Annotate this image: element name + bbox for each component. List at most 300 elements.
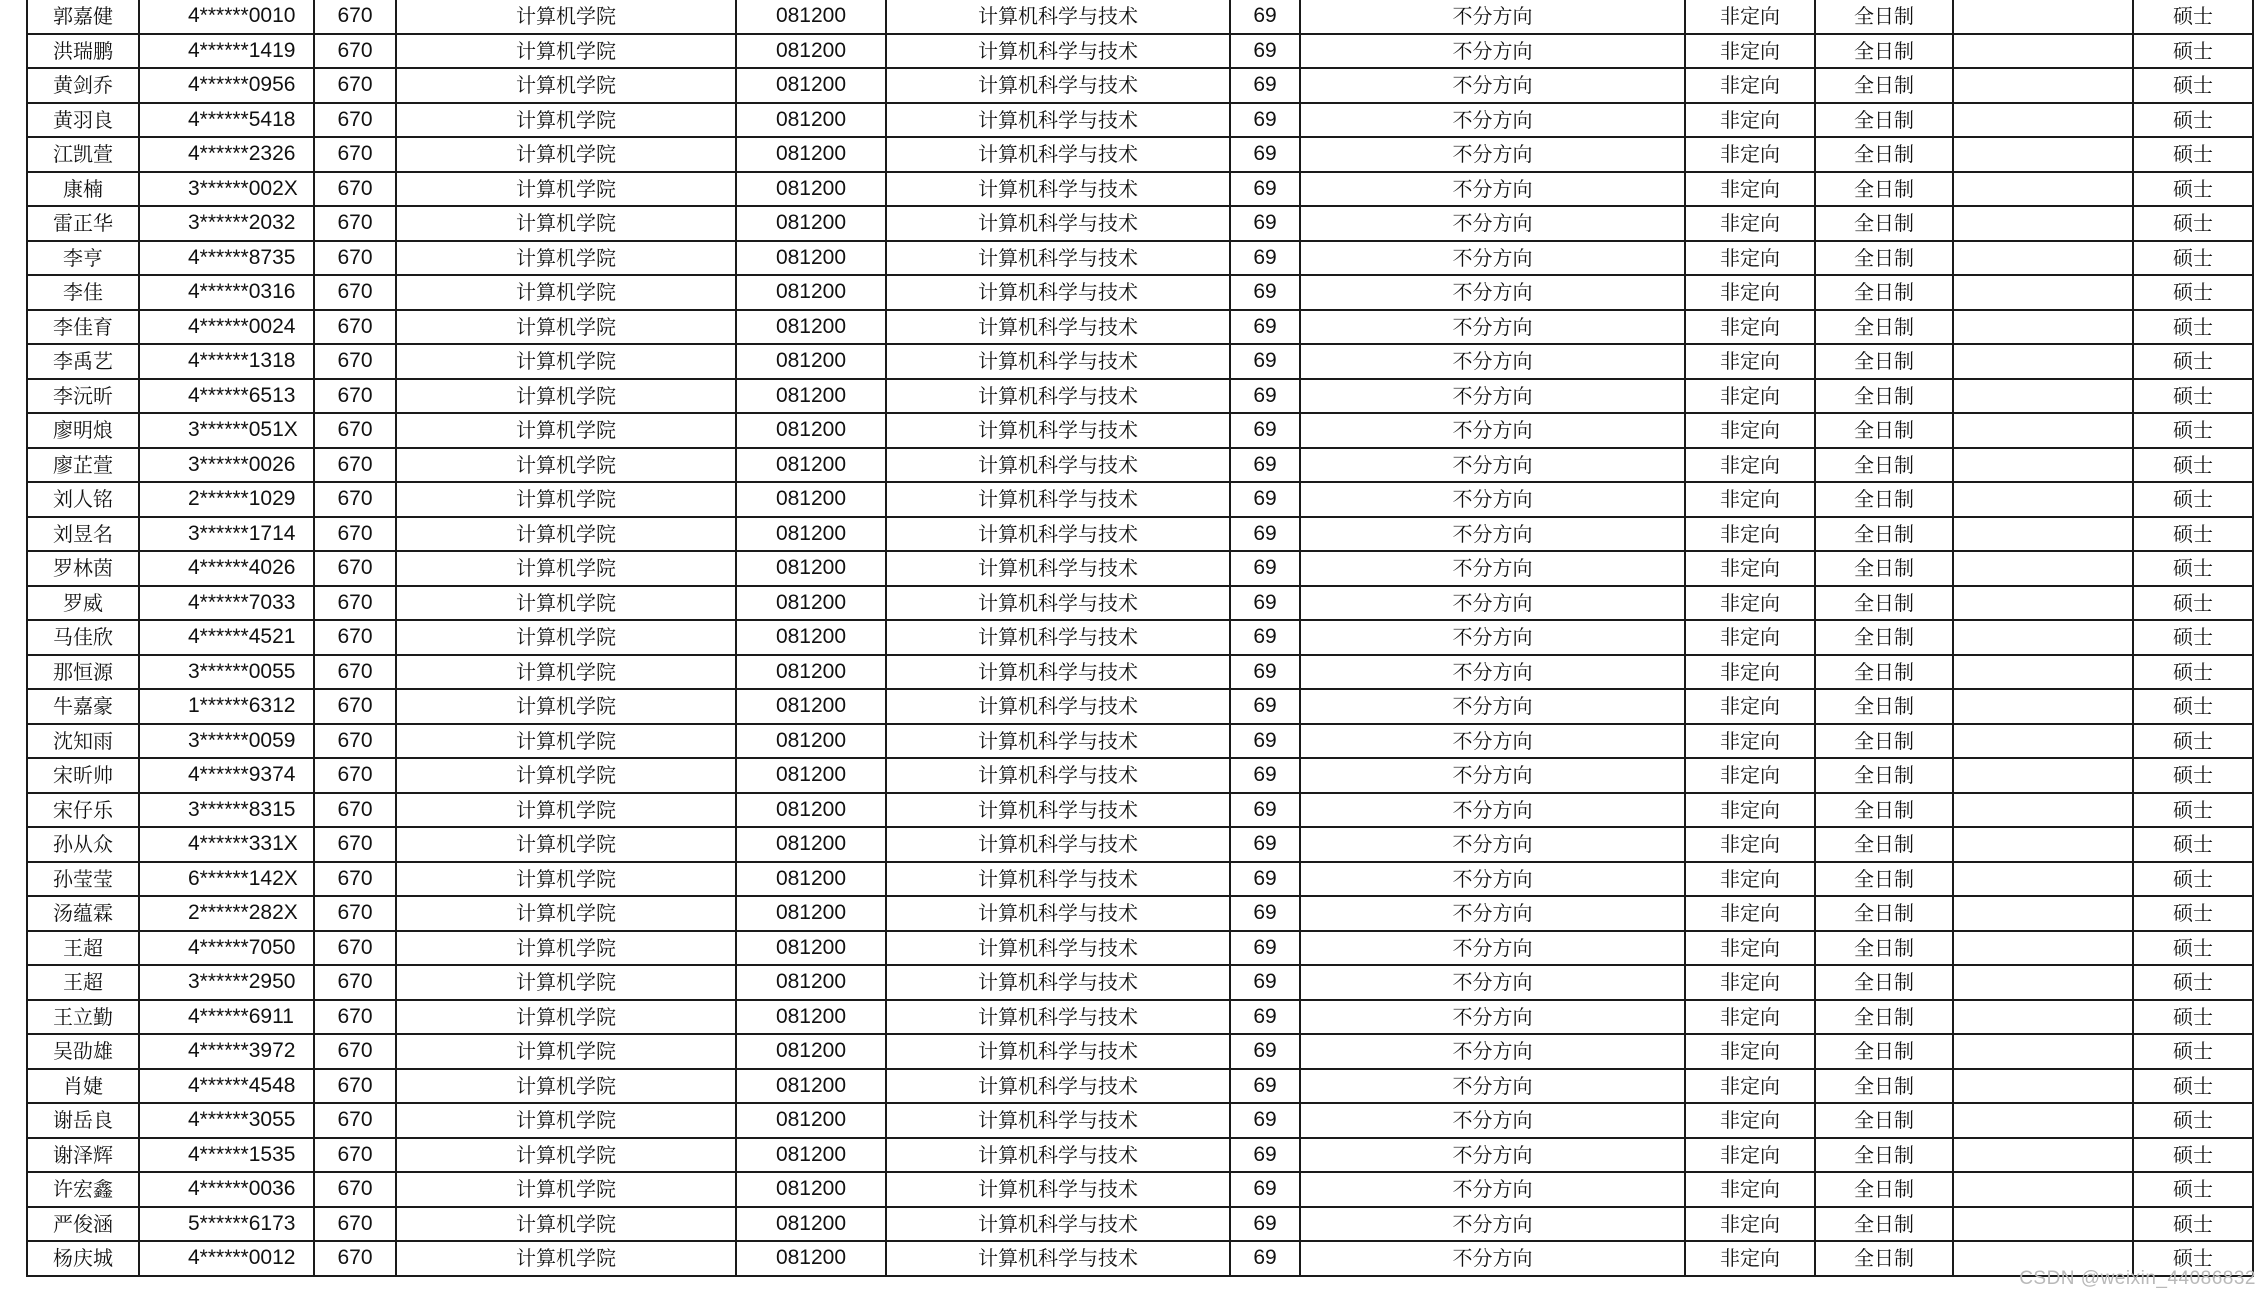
table-row [27,1000,2253,1035]
major-name-cell: 计算机科学与技术 [886,655,1230,690]
table-row [27,68,2253,103]
major-code-cell: 081200 [736,310,886,345]
remark-cell [1953,1138,2133,1173]
id-number-cell: 3******0059 [139,724,314,759]
score-cell: 69 [1230,310,1300,345]
directed-type-cell: 非定向 [1685,655,1815,690]
degree-type-cell: 硕士 [2133,275,2253,310]
table-row [27,379,2253,414]
study-mode-cell: 全日制 [1815,172,1953,207]
degree-type-cell: 硕士 [2133,689,2253,724]
study-mode-cell: 全日制 [1815,310,1953,345]
name-cell: 汤蕴霖 [27,896,139,931]
directed-type-cell: 非定向 [1685,1241,1815,1276]
score-cell: 69 [1230,586,1300,621]
major-code-cell: 081200 [736,793,886,828]
name-cell: 罗林茵 [27,551,139,586]
score-cell: 69 [1230,1000,1300,1035]
major-code-cell: 081200 [736,1034,886,1069]
unit-code-cell: 670 [314,586,396,621]
score-cell: 69 [1230,1172,1300,1207]
table-row [27,965,2253,1000]
direction-cell: 不分方向 [1300,1034,1685,1069]
major-code-cell: 081200 [736,241,886,276]
major-name-cell: 计算机科学与技术 [886,689,1230,724]
name-cell: 宋昕帅 [27,758,139,793]
degree-type-cell: 硕士 [2133,1000,2253,1035]
watermark: CSDN @weixin_44086832 [2019,1268,2256,1289]
study-mode-cell: 全日制 [1815,827,1953,862]
remark-cell [1953,1000,2133,1035]
major-name-cell: 计算机科学与技术 [886,344,1230,379]
major-code-cell: 081200 [736,586,886,621]
major-code-cell: 081200 [736,827,886,862]
direction-cell: 不分方向 [1300,758,1685,793]
id-number-cell: 4******3972 [139,1034,314,1069]
degree-type-cell: 硕士 [2133,931,2253,966]
directed-type-cell: 非定向 [1685,827,1815,862]
directed-type-cell: 非定向 [1685,620,1815,655]
directed-type-cell: 非定向 [1685,172,1815,207]
direction-cell: 不分方向 [1300,1138,1685,1173]
score-cell: 69 [1230,931,1300,966]
college-cell: 计算机学院 [396,379,736,414]
degree-type-cell: 硕士 [2133,1172,2253,1207]
direction-cell: 不分方向 [1300,68,1685,103]
name-cell: 廖芷萱 [27,448,139,483]
directed-type-cell: 非定向 [1685,34,1815,69]
major-name-cell: 计算机科学与技术 [886,379,1230,414]
major-name-cell: 计算机科学与技术 [886,1103,1230,1138]
unit-code-cell: 670 [314,896,396,931]
degree-type-cell: 硕士 [2133,1241,2253,1276]
degree-type-cell: 硕士 [2133,137,2253,172]
college-cell: 计算机学院 [396,344,736,379]
major-name-cell: 计算机科学与技术 [886,413,1230,448]
directed-type-cell: 非定向 [1685,137,1815,172]
unit-code-cell: 670 [314,793,396,828]
study-mode-cell: 全日制 [1815,68,1953,103]
direction-cell: 不分方向 [1300,620,1685,655]
remark-cell [1953,551,2133,586]
directed-type-cell: 非定向 [1685,379,1815,414]
directed-type-cell: 非定向 [1685,517,1815,552]
major-code-cell: 081200 [736,1241,886,1276]
id-number-cell: 3******8315 [139,793,314,828]
college-cell: 计算机学院 [396,448,736,483]
name-cell: 廖明烺 [27,413,139,448]
major-code-cell: 081200 [736,517,886,552]
college-cell: 计算机学院 [396,862,736,897]
name-cell: 肖婕 [27,1069,139,1104]
college-cell: 计算机学院 [396,1172,736,1207]
remark-cell [1953,310,2133,345]
id-number-cell: 3******1714 [139,517,314,552]
unit-code-cell: 670 [314,241,396,276]
college-cell: 计算机学院 [396,137,736,172]
major-name-cell: 计算机科学与技术 [886,862,1230,897]
major-code-cell: 081200 [736,620,886,655]
study-mode-cell: 全日制 [1815,1103,1953,1138]
major-name-cell: 计算机科学与技术 [886,551,1230,586]
score-cell: 69 [1230,68,1300,103]
directed-type-cell: 非定向 [1685,448,1815,483]
remark-cell [1953,620,2133,655]
study-mode-cell: 全日制 [1815,137,1953,172]
remark-cell [1953,241,2133,276]
unit-code-cell: 670 [314,1034,396,1069]
major-name-cell: 计算机科学与技术 [886,931,1230,966]
id-number-cell: 4******4026 [139,551,314,586]
remark-cell [1953,724,2133,759]
table-row [27,620,2253,655]
unit-code-cell: 670 [314,724,396,759]
major-code-cell: 081200 [736,103,886,138]
degree-type-cell: 硕士 [2133,310,2253,345]
directed-type-cell: 非定向 [1685,68,1815,103]
table-body [27,0,2253,1276]
id-number-cell: 4******4521 [139,620,314,655]
unit-code-cell: 670 [314,413,396,448]
id-number-cell: 4******7033 [139,586,314,621]
name-cell: 孙莹莹 [27,862,139,897]
remark-cell [1953,1103,2133,1138]
direction-cell: 不分方向 [1300,724,1685,759]
direction-cell: 不分方向 [1300,137,1685,172]
remark-cell [1953,931,2133,966]
table-row [27,1172,2253,1207]
id-number-cell: 4******6911 [139,1000,314,1035]
college-cell: 计算机学院 [396,1138,736,1173]
table-row [27,344,2253,379]
college-cell: 计算机学院 [396,103,736,138]
college-cell: 计算机学院 [396,1034,736,1069]
table-row [27,0,2253,34]
college-cell: 计算机学院 [396,517,736,552]
direction-cell: 不分方向 [1300,517,1685,552]
score-cell: 69 [1230,862,1300,897]
name-cell: 李禹艺 [27,344,139,379]
direction-cell: 不分方向 [1300,482,1685,517]
score-cell: 69 [1230,482,1300,517]
id-number-cell: 4******0316 [139,275,314,310]
direction-cell: 不分方向 [1300,448,1685,483]
degree-type-cell: 硕士 [2133,241,2253,276]
major-name-cell: 计算机科学与技术 [886,1034,1230,1069]
major-code-cell: 081200 [736,206,886,241]
major-name-cell: 计算机科学与技术 [886,482,1230,517]
direction-cell: 不分方向 [1300,655,1685,690]
study-mode-cell: 全日制 [1815,344,1953,379]
major-code-cell: 081200 [736,413,886,448]
major-name-cell: 计算机科学与技术 [886,1241,1230,1276]
major-name-cell: 计算机科学与技术 [886,310,1230,345]
study-mode-cell: 全日制 [1815,482,1953,517]
direction-cell: 不分方向 [1300,551,1685,586]
id-number-cell: 3******2950 [139,965,314,1000]
college-cell: 计算机学院 [396,896,736,931]
major-code-cell: 081200 [736,0,886,34]
major-code-cell: 081200 [736,1138,886,1173]
score-cell: 69 [1230,206,1300,241]
name-cell: 郭嘉健 [27,0,139,34]
remark-cell [1953,137,2133,172]
direction-cell: 不分方向 [1300,413,1685,448]
remark-cell [1953,379,2133,414]
id-number-cell: 4******0012 [139,1241,314,1276]
name-cell: 孙从众 [27,827,139,862]
college-cell: 计算机学院 [396,1069,736,1104]
id-number-cell: 4******2326 [139,137,314,172]
id-number-cell: 4******5418 [139,103,314,138]
name-cell: 黄羽良 [27,103,139,138]
study-mode-cell: 全日制 [1815,1241,1953,1276]
table-row [27,793,2253,828]
score-cell: 69 [1230,413,1300,448]
direction-cell: 不分方向 [1300,1103,1685,1138]
college-cell: 计算机学院 [396,206,736,241]
id-number-cell: 5******6173 [139,1207,314,1242]
unit-code-cell: 670 [314,344,396,379]
table-row [27,482,2253,517]
score-cell: 69 [1230,172,1300,207]
major-name-cell: 计算机科学与技术 [886,206,1230,241]
study-mode-cell: 全日制 [1815,1034,1953,1069]
college-cell: 计算机学院 [396,1103,736,1138]
unit-code-cell: 670 [314,379,396,414]
name-cell: 宋仔乐 [27,793,139,828]
remark-cell [1953,827,2133,862]
study-mode-cell: 全日制 [1815,655,1953,690]
score-cell: 69 [1230,896,1300,931]
major-code-cell: 081200 [736,275,886,310]
direction-cell: 不分方向 [1300,965,1685,1000]
name-cell: 吴劭雄 [27,1034,139,1069]
direction-cell: 不分方向 [1300,34,1685,69]
college-cell: 计算机学院 [396,275,736,310]
unit-code-cell: 670 [314,310,396,345]
score-cell: 69 [1230,0,1300,34]
major-name-cell: 计算机科学与技术 [886,965,1230,1000]
study-mode-cell: 全日制 [1815,862,1953,897]
study-mode-cell: 全日制 [1815,517,1953,552]
remark-cell [1953,172,2133,207]
id-number-cell: 4******9374 [139,758,314,793]
study-mode-cell: 全日制 [1815,1207,1953,1242]
study-mode-cell: 全日制 [1815,1000,1953,1035]
directed-type-cell: 非定向 [1685,344,1815,379]
score-cell: 69 [1230,241,1300,276]
major-code-cell: 081200 [736,1069,886,1104]
remark-cell [1953,482,2133,517]
degree-type-cell: 硕士 [2133,1103,2253,1138]
directed-type-cell: 非定向 [1685,241,1815,276]
degree-type-cell: 硕士 [2133,344,2253,379]
name-cell: 刘昱名 [27,517,139,552]
unit-code-cell: 670 [314,689,396,724]
major-code-cell: 081200 [736,689,886,724]
id-number-cell: 2******1029 [139,482,314,517]
name-cell: 马佳欣 [27,620,139,655]
directed-type-cell: 非定向 [1685,1000,1815,1035]
name-cell: 黄剑乔 [27,68,139,103]
name-cell: 杨庆城 [27,1241,139,1276]
score-cell: 69 [1230,448,1300,483]
major-code-cell: 081200 [736,896,886,931]
unit-code-cell: 670 [314,620,396,655]
degree-type-cell: 硕士 [2133,1207,2253,1242]
name-cell: 王超 [27,965,139,1000]
degree-type-cell: 硕士 [2133,862,2253,897]
id-number-cell: 4******0024 [139,310,314,345]
name-cell: 刘人铭 [27,482,139,517]
remark-cell [1953,1172,2133,1207]
major-name-cell: 计算机科学与技术 [886,724,1230,759]
table-row [27,689,2253,724]
college-cell: 计算机学院 [396,931,736,966]
id-number-cell: 3******0055 [139,655,314,690]
study-mode-cell: 全日制 [1815,1172,1953,1207]
college-cell: 计算机学院 [396,724,736,759]
unit-code-cell: 670 [314,1207,396,1242]
score-cell: 69 [1230,517,1300,552]
directed-type-cell: 非定向 [1685,1207,1815,1242]
table-row [27,896,2253,931]
direction-cell: 不分方向 [1300,103,1685,138]
unit-code-cell: 670 [314,931,396,966]
table-row [27,1069,2253,1104]
name-cell: 严俊涵 [27,1207,139,1242]
directed-type-cell: 非定向 [1685,1069,1815,1104]
college-cell: 计算机学院 [396,310,736,345]
degree-type-cell: 硕士 [2133,68,2253,103]
unit-code-cell: 670 [314,655,396,690]
direction-cell: 不分方向 [1300,793,1685,828]
directed-type-cell: 非定向 [1685,862,1815,897]
directed-type-cell: 非定向 [1685,310,1815,345]
degree-type-cell: 硕士 [2133,793,2253,828]
study-mode-cell: 全日制 [1815,689,1953,724]
college-cell: 计算机学院 [396,689,736,724]
study-mode-cell: 全日制 [1815,724,1953,759]
college-cell: 计算机学院 [396,793,736,828]
major-code-cell: 081200 [736,68,886,103]
name-cell: 李佳 [27,275,139,310]
table-row [27,931,2253,966]
unit-code-cell: 670 [314,1000,396,1035]
unit-code-cell: 670 [314,34,396,69]
direction-cell: 不分方向 [1300,1069,1685,1104]
direction-cell: 不分方向 [1300,0,1685,34]
score-cell: 69 [1230,965,1300,1000]
table-row [27,34,2253,69]
score-cell: 69 [1230,344,1300,379]
directed-type-cell: 非定向 [1685,482,1815,517]
name-cell: 李佳育 [27,310,139,345]
direction-cell: 不分方向 [1300,344,1685,379]
score-cell: 69 [1230,137,1300,172]
table-row [27,724,2253,759]
directed-type-cell: 非定向 [1685,103,1815,138]
study-mode-cell: 全日制 [1815,34,1953,69]
name-cell: 江凯萱 [27,137,139,172]
remark-cell [1953,275,2133,310]
score-cell: 69 [1230,724,1300,759]
table-row [27,1207,2253,1242]
name-cell: 王立勤 [27,1000,139,1035]
major-code-cell: 081200 [736,724,886,759]
study-mode-cell: 全日制 [1815,0,1953,34]
major-name-cell: 计算机科学与技术 [886,1138,1230,1173]
major-code-cell: 081200 [736,1172,886,1207]
college-cell: 计算机学院 [396,172,736,207]
remark-cell [1953,689,2133,724]
study-mode-cell: 全日制 [1815,448,1953,483]
degree-type-cell: 硕士 [2133,172,2253,207]
college-cell: 计算机学院 [396,0,736,34]
study-mode-cell: 全日制 [1815,241,1953,276]
major-name-cell: 计算机科学与技术 [886,758,1230,793]
major-code-cell: 081200 [736,655,886,690]
directed-type-cell: 非定向 [1685,0,1815,34]
college-cell: 计算机学院 [396,551,736,586]
degree-type-cell: 硕士 [2133,413,2253,448]
direction-cell: 不分方向 [1300,379,1685,414]
remark-cell [1953,448,2133,483]
id-number-cell: 4******7050 [139,931,314,966]
directed-type-cell: 非定向 [1685,551,1815,586]
score-cell: 69 [1230,275,1300,310]
unit-code-cell: 670 [314,517,396,552]
remark-cell [1953,413,2133,448]
major-name-cell: 计算机科学与技术 [886,0,1230,34]
score-cell: 69 [1230,1138,1300,1173]
direction-cell: 不分方向 [1300,689,1685,724]
degree-type-cell: 硕士 [2133,586,2253,621]
college-cell: 计算机学院 [396,655,736,690]
degree-type-cell: 硕士 [2133,206,2253,241]
degree-type-cell: 硕士 [2133,827,2253,862]
table-row [27,862,2253,897]
college-cell: 计算机学院 [396,1207,736,1242]
direction-cell: 不分方向 [1300,310,1685,345]
directed-type-cell: 非定向 [1685,1034,1815,1069]
major-name-cell: 计算机科学与技术 [886,68,1230,103]
college-cell: 计算机学院 [396,241,736,276]
major-code-cell: 081200 [736,862,886,897]
unit-code-cell: 670 [314,103,396,138]
remark-cell [1953,1207,2133,1242]
directed-type-cell: 非定向 [1685,586,1815,621]
id-number-cell: 2******282X [139,896,314,931]
remark-cell [1953,896,2133,931]
remark-cell [1953,965,2133,1000]
directed-type-cell: 非定向 [1685,1138,1815,1173]
remark-cell [1953,68,2133,103]
name-cell: 罗威 [27,586,139,621]
college-cell: 计算机学院 [396,34,736,69]
degree-type-cell: 硕士 [2133,0,2253,34]
remark-cell [1953,1034,2133,1069]
unit-code-cell: 670 [314,137,396,172]
direction-cell: 不分方向 [1300,896,1685,931]
major-code-cell: 081200 [736,137,886,172]
name-cell: 牛嘉豪 [27,689,139,724]
score-cell: 69 [1230,620,1300,655]
study-mode-cell: 全日制 [1815,1138,1953,1173]
major-name-cell: 计算机科学与技术 [886,448,1230,483]
id-number-cell: 1******6312 [139,689,314,724]
